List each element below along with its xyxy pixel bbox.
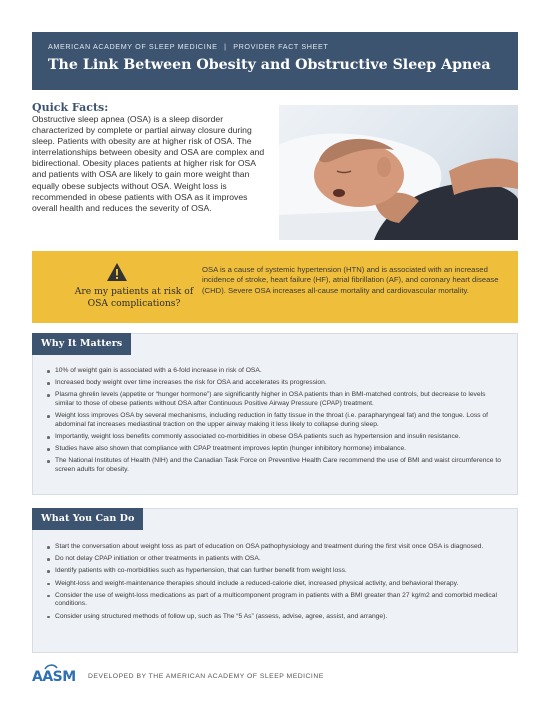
list-item: Weight loss improves OSA by several mechanisms, including reduction in fatty tissue in the throat (i.e. parapharyngeal fat) and the tongue. Loss of abdominal fat increases mediastinal traction on the upper airway making it less likely to collapse during sleep. <box>47 412 505 429</box>
list-item: Consider the use of weight-loss medications as part of a multicomponent program in patients with a BMI greater than 27 kg/m2 and comorbid medical conditions. <box>47 592 505 609</box>
logo-swoosh-icon <box>44 664 58 670</box>
list-item: Identify patients with co-morbidities such as hypertension, that can further benefit from weight loss. <box>47 567 505 576</box>
list-item: Do not delay CPAP initiation or other treatments in patients with OSA. <box>47 555 505 564</box>
list-item: Importantly, weight loss benefits commonly associated co-morbidities in obese OSA patients such as hypertension and insulin resistance. <box>47 433 505 442</box>
list-item: Plasma ghrelin levels (appetite or “hunger hormone”) are significantly higher in OSA patients than in BMI-matched controls, but decrease to levels similar to those of obese patients without OSA after Continuous Positive Airway Pressure (CPAP) treatment. <box>47 391 505 408</box>
why-it-matters-heading: Why It Matters <box>32 333 131 355</box>
header-kicker <box>48 42 502 51</box>
what-you-can-do-heading: What You Can Do <box>32 508 143 530</box>
quick-facts-body: Obstructive sleep apnea (OSA) is a sleep disorder characterized by complete or partial airway closure during sleep. Patients with obesity are at higher risk of OSA. The interrelationships between obesity and OSA are complex and bidirectional. Obesity places patients at higher risk for OSA and patients with OSA are likely to gain more weight than equally obese subjects without OSA. Weight loss is recommended in obese patients with OSA as it improves overall health and reduces the severity of OSA. <box>32 114 265 213</box>
kicker-separator: | <box>224 42 227 51</box>
list-item: Increased body weight over time increases the risk for OSA and accelerates its progression. <box>47 379 505 388</box>
organization-name: AMERICAN ACADEMY OF SLEEP MEDICINE <box>48 42 218 51</box>
risk-alert-box <box>32 251 518 323</box>
what-you-can-do-panel <box>32 508 518 653</box>
aasm-logo <box>32 669 76 685</box>
what-you-can-do-list <box>47 543 505 625</box>
list-item: The National Institutes of Health (NIH) and the Canadian Task Force on Preventive Health Care recommend the use of BMI and waist circumference to screen adults for obesity. <box>47 457 505 474</box>
page-title: The Link Between Obesity and Obstructive Sleep Apnea <box>48 57 491 73</box>
risk-note: OSA is a cause of systemic hypertension (HTN) and is associated with an increased incidence of stroke, heart failure (HF), atrial fibrillation (AF), and coronary heart disease (CHD). Severe OSA increases all-cause mortality and cardiovascular mortality. <box>202 265 499 295</box>
list-item: 10% of weight gain is associated with a 6-fold increase in risk of OSA. <box>47 367 505 376</box>
quick-facts-heading: Quick Facts: <box>32 101 109 114</box>
logo-text: AASM <box>32 669 76 685</box>
list-item: Start the conversation about weight loss as part of education on OSA pathophysiology and treatment during the first visit once OSA is diagnosed. <box>47 543 505 552</box>
list-item: Consider using structured methods of follow up, such as The “5 As” (assess, advise, agree, assist, and arrange). <box>47 613 505 622</box>
sleeping-man-photo <box>279 105 518 240</box>
why-it-matters-list <box>47 367 505 478</box>
document-type: PROVIDER FACT SHEET <box>233 42 329 51</box>
list-item: Studies have also shown that compliance with CPAP treatment improves leptin (hunger inhibitory hormone) imbalance. <box>47 445 505 454</box>
list-item: Weight-loss and weight-maintenance therapies should include a reduced-calorie diet, increased physical activity, and behavioral therapy. <box>47 580 505 589</box>
risk-question: Are my patients at risk of OSA complications? <box>74 286 194 309</box>
header-banner <box>32 32 518 90</box>
footer-credit: DEVELOPED BY THE AMERICAN ACADEMY OF SLEEP MEDICINE <box>88 673 324 680</box>
why-it-matters-panel <box>32 333 518 495</box>
warning-icon <box>106 262 128 282</box>
